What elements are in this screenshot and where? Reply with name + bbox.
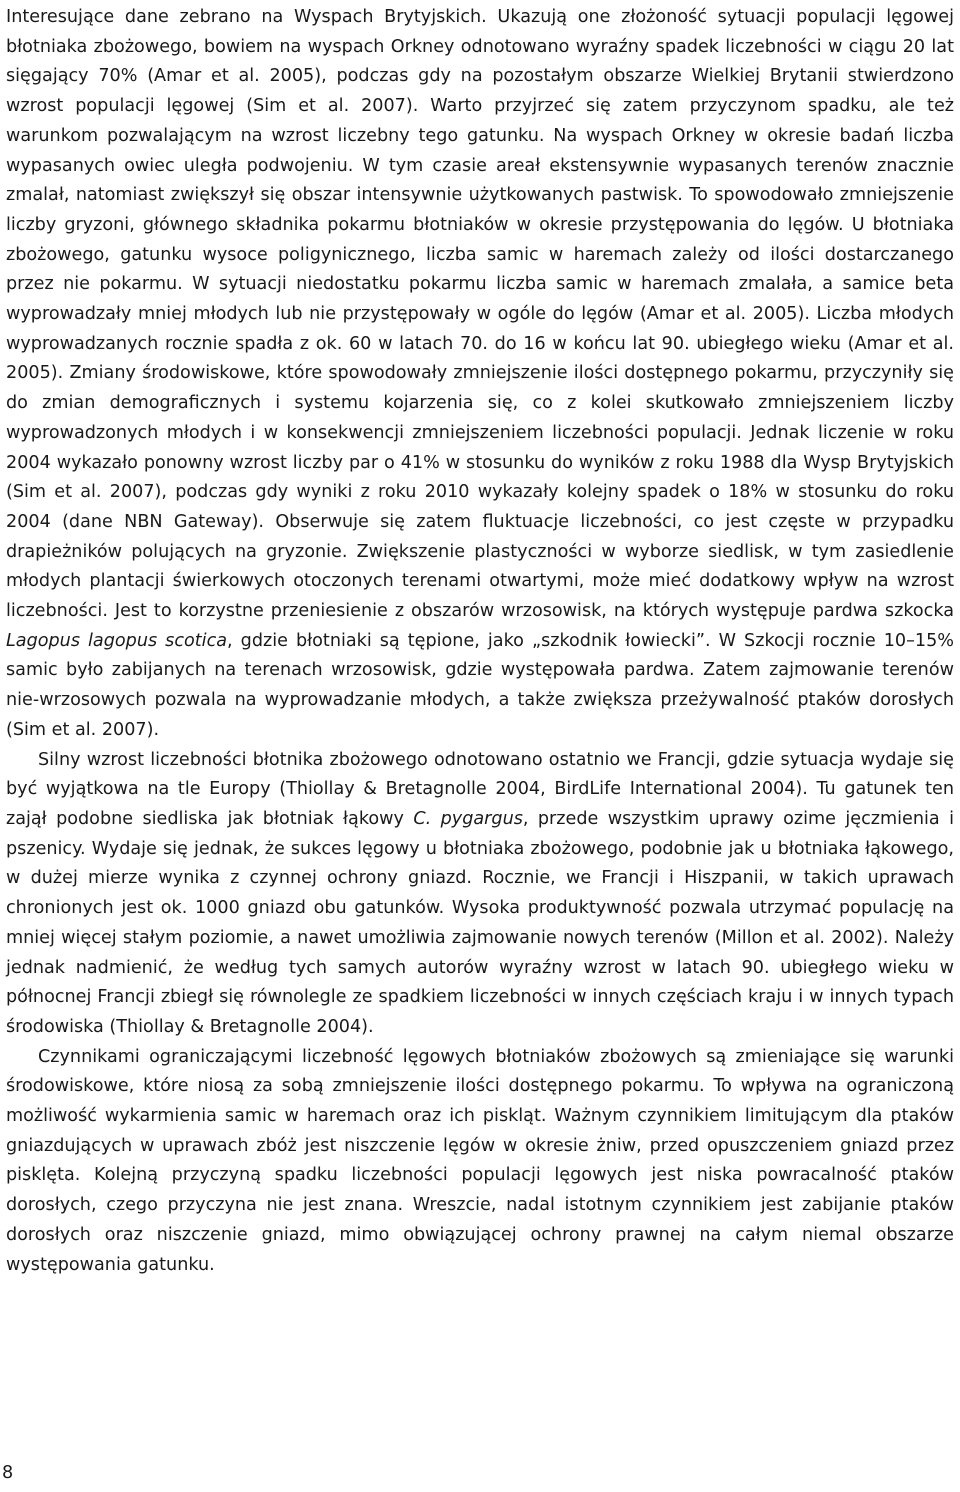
body-text bbox=[6, 3, 954, 1280]
page-number: 8 bbox=[2, 1463, 14, 1483]
paragraph-3 bbox=[6, 1043, 954, 1281]
paragraph-1 bbox=[6, 3, 954, 746]
paragraph-3-text-1: Czynnikami ograniczającymi liczebność lęgowych błotniaków zbożowych są zmieniające się warunki środowiskowe, które niosą za sobą zmniejszenie ilości dostępnego pokarmu. To wpływa na ograniczoną możliwość wykarmienia samic w haremach oraz ich piskląt. Ważnym czynnikiem limitującym dla ptaków gniazdujących w uprawach zbóż jest niszczenie lęgów w okresie żniw, przed opuszczeniem gniazd przez pisklęta. Kolejną przyczyną spadku liczebności populacji lęgowych jest niska powracalność ptaków dorosłych, czego przyczyna nie jest znana. Wreszcie, nadal istotnym czynnikiem jest zabijanie ptaków dorosłych oraz niszczenie gniazd, mimo obwiązującej ochrony prawnej na całym niemal obszarze występowania gatunku. bbox=[6, 1046, 954, 1275]
paragraph-2-text-1: Silny wzrost liczebności błotnika zbożowego odnotowano ostatnio we Francji, gdzie sytuacja wydaje się być wyjątkowa na tle Europy (Thiollay & Bretagnolle 2004, BirdLife International 2004). Tu gatunek ten zajął podobne siedliska jak błotniak łąkowy bbox=[6, 749, 954, 829]
paragraph-2-text-2: , przede wszystkim uprawy ozime jęczmienia i pszenicy. Wydaje się jednak, że sukces lęgowy u błotniaka zbożowego, podobnie jak u błotniaka łąkowego, w dużej mierze wynika z czynnej ochrony gniazd. Rocznie, we Francji i Hiszpanii, w takich uprawach chronionych jest ok. 1000 gniazd obu gatunków. Wysoka produktywność pozwala utrzymać populację na mniej więcej stałym poziomie, a nawet umożliwia zajmowanie nowych terenów (Millon et al. 2002). Należy jednak nadmienić, że według tych samych autorów wyraźny wzrost w latach 90. ubiegłego wieku w północnej Francji zbiegł się równolegle ze spadkiem liczebności w innych częściach kraju i w innych typach środowiska (Thiollay & Bretagnolle 2004). bbox=[6, 808, 954, 1037]
species-name-lagopus: Lagopus lagopus scotica bbox=[6, 630, 228, 651]
paragraph-2 bbox=[6, 746, 954, 1043]
paragraph-1-text-2: , gdzie błotniaki są tępione, jako „szkodnik łowiecki”. W Szkocji rocznie 10–15% samic było zabijanych na terenach wrzosowisk, gdzie występowała pardwa. Zatem zajmowanie terenów nie-wrzosowych pozwala na wyprowadzanie młodych, a także zwiększa przeżywalność ptaków dorosłych (Sim et al. 2007). bbox=[6, 630, 954, 740]
species-name-pygargus: C. pygargus bbox=[413, 808, 523, 829]
paragraph-1-text-1: Interesujące dane zebrano na Wyspach Brytyjskich. Ukazują one złożoność sytuacji populacji lęgowej błotniaka zbożowego, bowiem na wyspach Orkney odnotowano wyraźny spadek liczebności w ciągu 20 lat sięgający 70% (Amar et al. 2005), podczas gdy na pozostałym obszarze Wielkiej Brytanii stwierdzono wzrost populacji lęgowej (Sim et al. 2007). Warto przyjrzeć się zatem przyczynom spadku, ale też warunkom pozwalającym na wzrost liczebny tego gatunku. Na wyspach Orkney w okresie badań liczba wypasanych owiec uległa podwojeniu. W tym czasie areał ekstensywnie wypasanych terenów znacznie zmalał, natomiast zwiększył się obszar intensywnie użytkowanych pastwisk. To spowodowało zmniejszenie liczby gryzoni, głównego składnika pokarmu błotniaków w okresie przystępowania do lęgów. U błotniaka zbożowego, gatunku wysoce poligynicznego, liczba samic w haremach zależy od ilości dostarczanego przez nie pokarmu. W sytuacji niedostatku pokarmu liczba samic w haremach zmalała, a samice beta wyprowadzały mniej młodych lub nie przystępowały w ogóle do lęgów (Amar et al. 2005). Liczba młodych wyprowadzanych rocznie spadła z ok. 60 w latach 70. do 16 w końcu lat 90. ubiegłego wieku (Amar et al. 2005). Zmiany środowiskowe, które spowodowały zmniejszenie ilości dostępnego pokarmu, przyczyniły się do zmian demograficznych i systemu kojarzenia się, co z kolei skutkowało zmniejszeniem liczby wyprowadzonych młodych i w konsekwencji zmniejszeniem liczebności populacji. Jednak liczenie w roku 2004 wykazało ponowny wzrost liczby par o 41% w stosunku do wyników z roku 1988 dla Wysp Brytyjskich (Sim et al. 2007), podczas gdy wyniki z roku 2010 wykazały kolejny spadek o 18% w stosunku do roku 2004 (dane NBN Gateway). Obserwuje się zatem fluktuacje liczebności, co jest częste w przypadku drapieżników polujących na gryzonie. Zwiększenie plastyczności w wyborze siedlisk, w tym zasiedlenie młodych plantacji świerkowych otoczonych terenami otwartymi, może mieć dodatkowy wpływ na wzrost liczebności. Jest to korzystne przeniesienie z obszarów wrzosowisk, na których występuje pardwa szkocka bbox=[6, 7, 954, 622]
